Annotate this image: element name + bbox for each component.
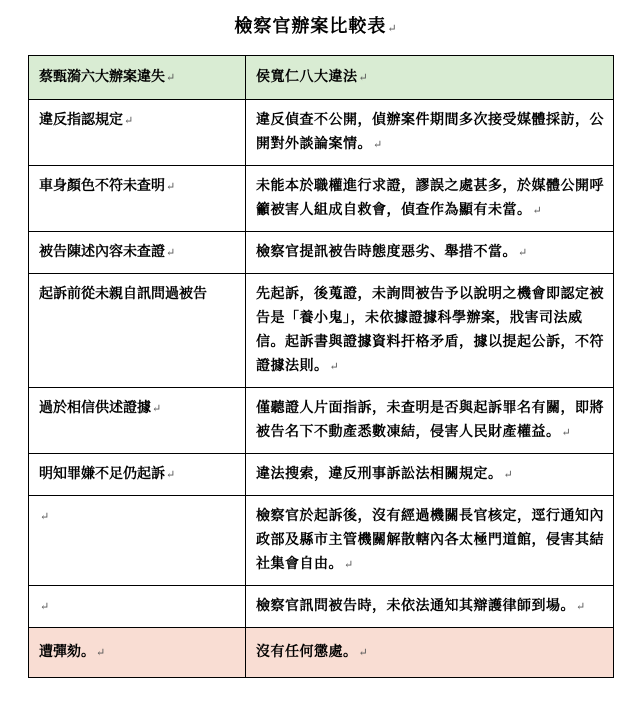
- table-row: [29, 274, 614, 388]
- row-cell-right: [246, 274, 614, 388]
- paragraph-mark-icon: ↵: [344, 558, 354, 571]
- row-right-text: 違法搜索，違反刑事訴訟法相關規定。: [256, 466, 503, 482]
- document-title-text: 檢察官辦案比較表: [234, 16, 387, 37]
- paragraph-mark-icon: ↵: [532, 204, 543, 217]
- paragraph-mark-icon: ↵: [96, 646, 106, 659]
- row-right-text: 檢察官訊問被告時，未依法通知其辯護律師到場。: [256, 598, 575, 614]
- header-left-text: 蔡甄漪六大辦案違失: [39, 69, 165, 85]
- table-row: [29, 232, 614, 274]
- table-row: [29, 166, 614, 232]
- paragraph-mark-icon: ↵: [166, 71, 176, 84]
- row-left-text: 明知罪嫌不足仍起訴: [39, 466, 165, 482]
- table-row: [29, 388, 614, 454]
- row-cell-right: [246, 454, 614, 496]
- paragraph-mark-icon: ↵: [358, 71, 369, 84]
- row-left-text: 被告陳述內容未查證: [39, 244, 165, 260]
- footer-right-text: 沒有任何懲處。: [256, 644, 358, 660]
- paragraph-mark-icon: ↵: [503, 468, 514, 481]
- paragraph-mark-icon: ↵: [40, 600, 50, 613]
- paragraph-mark-icon: ↵: [124, 114, 134, 127]
- footer-cell-left: [29, 628, 246, 678]
- footer-cell-right: [246, 628, 614, 678]
- row-right-text: 違反偵查不公開，偵辦案件期間多次接受媒體採訪，公開對外談論案情。: [256, 112, 604, 152]
- row-cell-right: [246, 100, 614, 166]
- row-cell-left-empty: [29, 586, 246, 628]
- row-right-text: 先起訴，後蒐證，未詢問被告予以說明之機會即認定被告是「養小鬼」，未依據證據科學辦案，戕害司法威信。起訴書與證據資料扞格矛盾，據以提起公訴，不符證據法則。: [256, 286, 604, 374]
- paragraph-mark-icon: ↵: [40, 510, 50, 523]
- row-right-text: 檢察官提訊被告時態度惡劣、舉措不當。: [256, 244, 517, 260]
- table-row: [29, 586, 614, 628]
- document-title: [0, 12, 632, 38]
- row-left-text: 違反指認規定: [39, 112, 123, 128]
- footer-left-text: 遭彈劾。: [39, 644, 95, 660]
- paragraph-mark-icon: ↵: [387, 22, 398, 35]
- row-right-text: 檢察官於起訴後，沒有經過機關長官核定，逕行通知內政部及縣市主管機關解散轄內各太極門道館，侵害其結社集會自由。: [256, 508, 604, 572]
- comparison-table: [28, 55, 614, 678]
- table-header-row: [29, 56, 614, 100]
- paragraph-mark-icon: ↵: [358, 646, 369, 659]
- paragraph-mark-icon: ↵: [329, 360, 340, 373]
- row-cell-right: [246, 232, 614, 274]
- header-cell-right: [246, 56, 614, 100]
- header-right-text: 侯寬仁八大違法: [256, 69, 358, 85]
- paragraph-mark-icon: ↵: [561, 426, 572, 439]
- row-cell-left: [29, 166, 246, 232]
- table-row: [29, 454, 614, 496]
- row-left-text: 過於相信供述證據: [39, 400, 151, 416]
- row-left-text: 起訴前從未親自訊問過被告: [39, 286, 207, 302]
- row-cell-right: [246, 496, 614, 586]
- row-cell-left: [29, 100, 246, 166]
- paragraph-mark-icon: ↵: [166, 246, 176, 259]
- table-row: [29, 496, 614, 586]
- row-cell-left: [29, 274, 246, 388]
- row-cell-left: [29, 232, 246, 274]
- header-cell-left: [29, 56, 246, 100]
- paragraph-mark-icon: ↵: [576, 600, 586, 613]
- row-cell-right: [246, 388, 614, 454]
- paragraph-mark-icon: ↵: [166, 180, 176, 193]
- paragraph-mark-icon: ↵: [152, 402, 162, 415]
- row-cell-right: [246, 586, 614, 628]
- paragraph-mark-icon: ↵: [373, 138, 383, 151]
- table-row: [29, 100, 614, 166]
- paragraph-mark-icon: ↵: [166, 468, 176, 481]
- row-cell-left: [29, 388, 246, 454]
- row-cell-right: [246, 166, 614, 232]
- row-right-text: 僅聽證人片面指訴，未查明是否與起訴罪名有關，即將被告名下不動產悉數凍結，侵害人民財產權益。: [256, 400, 604, 440]
- row-cell-left: [29, 454, 246, 496]
- row-left-text: 車身顏色不符未查明: [39, 178, 165, 194]
- paragraph-mark-icon: ↵: [518, 246, 528, 259]
- table-footer-row: [29, 628, 614, 678]
- row-right-text: 未能本於職權進行求證，謬誤之處甚多，於媒體公開呼籲被害人組成自救會，偵查作為顯有未當。: [256, 178, 604, 218]
- row-cell-left-empty: [29, 496, 246, 586]
